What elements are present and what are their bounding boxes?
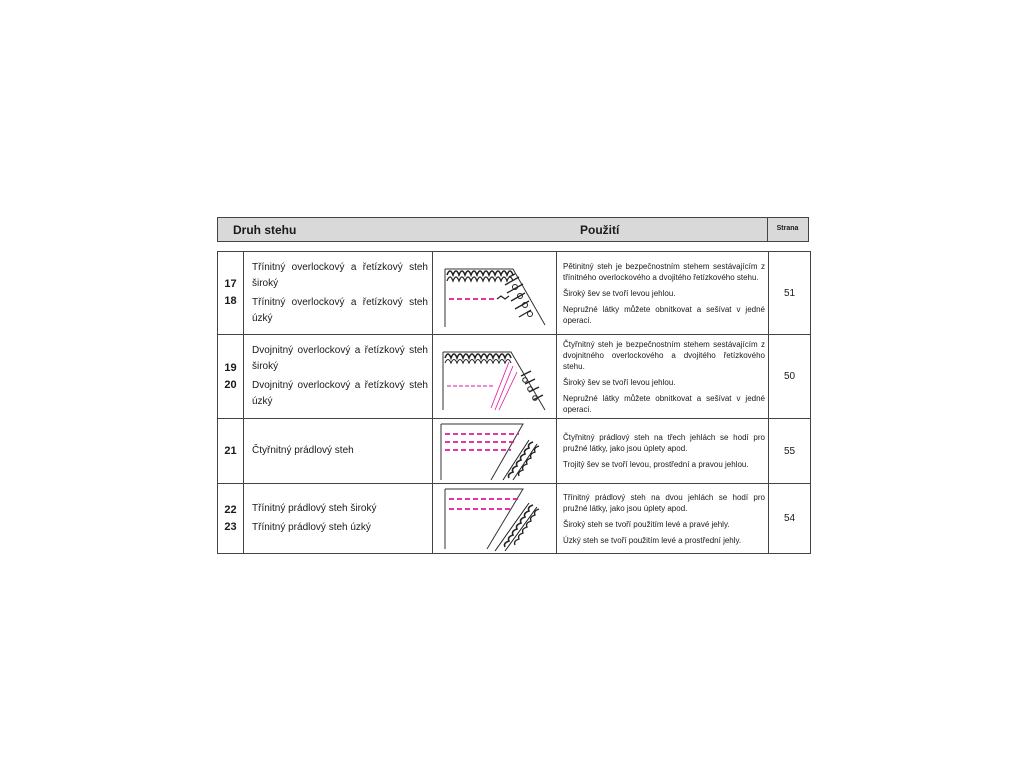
stitch-number xyxy=(218,484,244,554)
stitch-illustration xyxy=(433,252,557,335)
stitch-description xyxy=(557,252,769,335)
description-line: Široký šev se tvoří levou jehlou. xyxy=(563,288,676,298)
stitch-description xyxy=(557,335,769,419)
stitch-illustration xyxy=(433,419,557,484)
header-usage: Použití xyxy=(580,223,620,237)
stitch-name-a: Třínitný overlockový a řetízkový steh široký xyxy=(252,261,428,289)
stitch-name-b: Dvojnitný overlockový a řetízkový steh úzký xyxy=(252,380,428,407)
page-number: 51 xyxy=(769,252,811,335)
table-row xyxy=(218,252,811,335)
stitch-name-a: Dvojnitný overlockový a řetízkový steh široký xyxy=(252,345,428,372)
description-line: Úzký steh se tvoří použitím levé a prostřední jehly. xyxy=(563,535,742,545)
three-thread-cover-stitch-image xyxy=(433,485,557,553)
stitch-description xyxy=(557,419,769,484)
table-header xyxy=(217,217,809,242)
stitch-number-a: 22 xyxy=(224,503,237,516)
description-line: Třínitný prádlový steh na dvou jehlách se hodí pro pružné látky, jako jsou úplety apod. xyxy=(563,492,765,513)
stitch-name-b: Třínitný prádlový steh úzký xyxy=(252,522,371,533)
stitch-number xyxy=(218,419,244,484)
stitch-name xyxy=(244,484,433,554)
stitch-number-a: 21 xyxy=(224,444,237,457)
stitch-table xyxy=(217,251,811,554)
description-line: Široký steh se tvoří použitím levé a pravé jehly. xyxy=(563,519,730,529)
table-row xyxy=(218,484,811,554)
page-number: 54 xyxy=(769,484,811,554)
stitch-number-b: 18 xyxy=(224,295,237,307)
description-line: Čtyřnitný prádlový steh na třech jehlách se hodí pro pružné látky, jako jsou úplety apod. xyxy=(563,433,765,453)
description-line: Nepružné látky můžete obnitkovat a sešívat v jedné operaci. xyxy=(563,304,765,325)
stitch-name xyxy=(244,335,433,419)
stitch-number-a: 19 xyxy=(224,361,237,374)
page-number: 55 xyxy=(769,419,811,484)
two-thread-overlock-chain-image xyxy=(433,336,557,418)
stitch-name xyxy=(244,252,433,335)
stitch-name xyxy=(244,419,433,484)
table-row xyxy=(218,419,811,484)
header-page: Strana xyxy=(776,225,799,232)
four-thread-cover-stitch-image xyxy=(433,420,557,483)
stitch-name-a: Třínitný prádlový steh široký xyxy=(252,503,377,514)
description-line: Čtyřnitný steh je bezpečnostním stehem sestávajícím z dvojnitného overlockového a dvojitého řetízkového stehu. xyxy=(563,339,765,371)
stitch-name-b: Třínitný overlockový a řetízkový steh úzký xyxy=(252,296,428,324)
header-stitch-type: Druh stehu xyxy=(233,223,297,237)
stitch-illustration xyxy=(433,484,557,554)
overlock-chain-stitch-image xyxy=(433,253,557,334)
table-row xyxy=(218,335,811,419)
stitch-number xyxy=(218,252,244,335)
page-number: 50 xyxy=(769,335,811,419)
stitch-name-a: Čtyřnitný prádlový steh xyxy=(252,445,354,456)
description-line: Široký šev se tvoří levou jehlou. xyxy=(563,377,676,387)
description-line: Pětinitný steh je bezpečnostním stehem sestávajícím z třínitného overlockového a dvojitého řetízkového stehu. xyxy=(563,261,765,282)
stitch-number xyxy=(218,335,244,419)
description-line: Nepružné látky můžete obnitkovat a sešívat v jedné operaci. xyxy=(563,393,765,414)
stitch-illustration xyxy=(433,335,557,419)
stitch-number-a: 17 xyxy=(224,278,237,290)
stitch-number-b: 23 xyxy=(224,520,237,533)
description-line: Trojitý šev se tvoří levou, prostřední a pravou jehlou. xyxy=(563,460,749,469)
stitch-description xyxy=(557,484,769,554)
stitch-number-b: 20 xyxy=(224,378,237,391)
